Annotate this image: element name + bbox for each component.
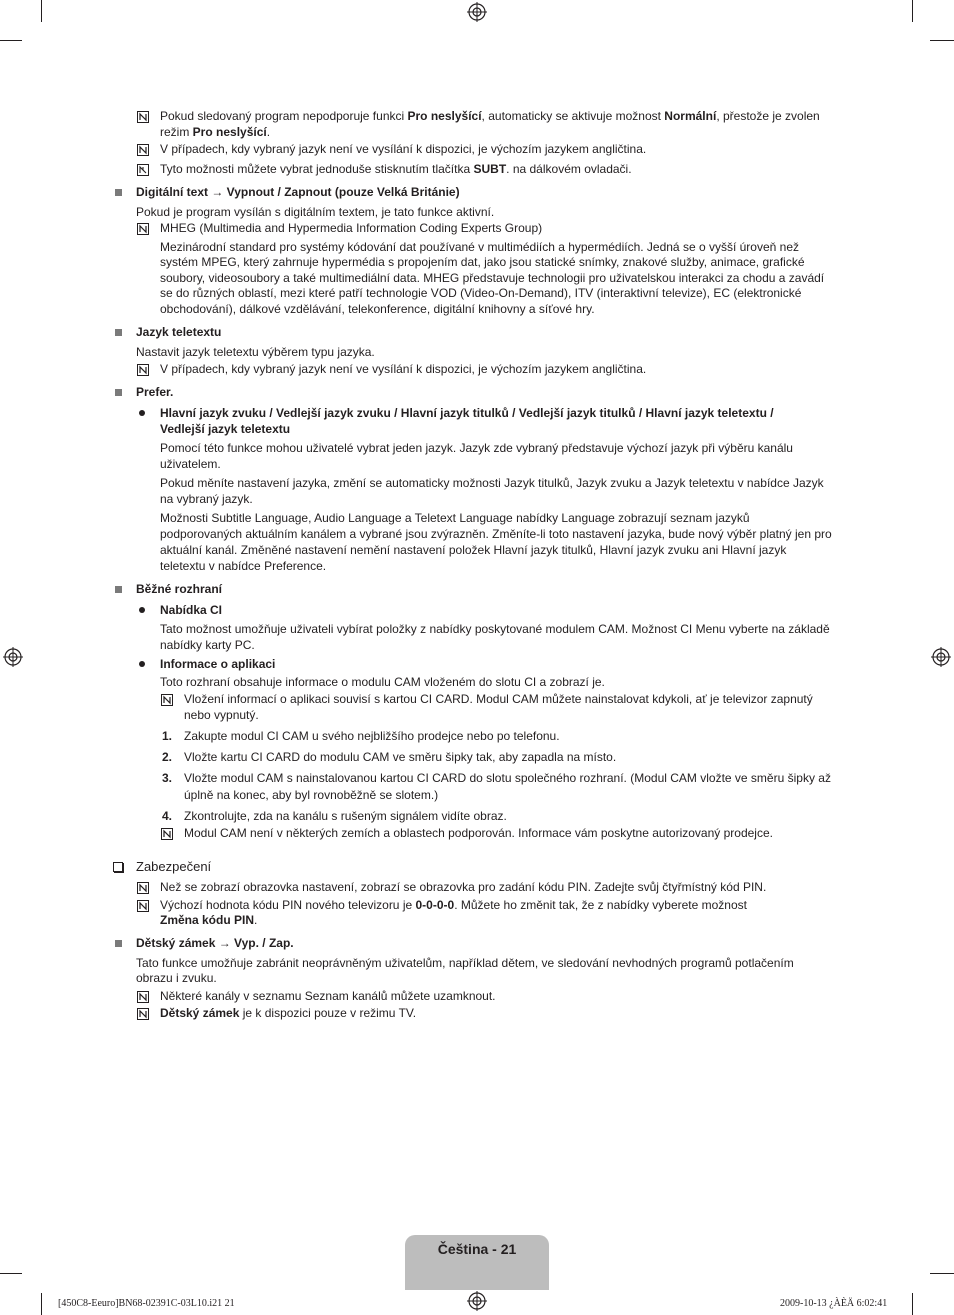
bullet-title: Hlavní jazyk zvuku / Vedlejší jazyk zvuku / Hlavní jazyk titulků / Vedlejší jazyk titulků / Hlavní jazyk teletextu / xyxy=(160,406,774,420)
note-text: V případech, kdy vybraný jazyk není ve vysílání k dispozici, je výchozím jazykem angličtina. xyxy=(160,142,647,156)
section-bullet xyxy=(115,329,122,336)
crop-mark xyxy=(0,1273,22,1274)
registration-mark-icon xyxy=(467,1291,487,1311)
step-text: úplně na konec, aby byl rovnoběžně se slotem.) xyxy=(184,788,439,802)
note-icon xyxy=(137,1008,149,1020)
crop-mark xyxy=(930,40,954,41)
note-icon xyxy=(137,223,149,235)
paragraph: Tato možnost umožňuje uživateli vybírat položky z nabídky poskytované modulem CAM. Možnost CI Menu vyberte na základě xyxy=(160,622,830,636)
registration-mark-icon xyxy=(467,2,487,22)
step-text: Vložte kartu CI CARD do modulu CAM ve směru šipky tak, aby zapadla na místo. xyxy=(184,750,617,764)
section-heading: Zabezpečení xyxy=(136,859,212,874)
section-bullet xyxy=(115,389,122,396)
step-text: Zakupte modul CI CAM u svého nejbližšího prodejce nebo po telefonu. xyxy=(184,729,560,743)
step-number: 2. xyxy=(162,750,173,764)
note-text: obchodování), dálkové vzdělávání, telekonference, digitální knihovny a síťové hry. xyxy=(160,302,595,316)
note-icon xyxy=(137,111,149,123)
registration-mark-icon xyxy=(931,647,951,667)
note-text: Tyto možnosti můžete vybrat jednoduše stisknutím tlačítka SUBT. na dálkovém ovladači. xyxy=(160,162,632,176)
print-slug-left: [450C8-Eeuro]BN68-02391C-03L10.i21 21 xyxy=(58,1298,235,1309)
registration-mark-icon xyxy=(3,647,23,667)
remote-tip-icon xyxy=(137,164,149,176)
note-text: nebo vypnutý. xyxy=(184,708,259,722)
section-title: Jazyk teletextu xyxy=(136,325,222,339)
note-icon xyxy=(137,900,149,912)
paragraph: obrazu i zvuku. xyxy=(136,971,217,985)
section-title: Digitální text → Vypnout / Zapnout (pouze Velká Británie) xyxy=(136,185,460,199)
paragraph: podporovaných aktuálním kanálem a vybrané jsou zvýrazněn. Změníte-li toto nastavení jazyka, bude nový výběr platný jen pro xyxy=(160,527,832,541)
note-icon xyxy=(161,828,173,840)
note-text: Některé kanály v seznamu Seznam kanálů můžete uzamknout. xyxy=(160,989,496,1003)
section-bullet xyxy=(115,586,122,593)
bullet-dot xyxy=(139,661,145,667)
paragraph: Tato funkce umožňuje zabránit neoprávněným uživatelům, například dětem, ve sledování nevhodných programů potlačením xyxy=(136,956,794,970)
paragraph: na vybraný jazyk. xyxy=(160,492,253,506)
section-title: Prefer. xyxy=(136,385,174,399)
print-slug-right: 2009-10-13 ¿ÀÈÄ 6:02:41 xyxy=(780,1298,888,1309)
section-bullet xyxy=(115,189,122,196)
paragraph: teletextu v nabídce Preference. xyxy=(160,559,327,573)
crop-mark xyxy=(41,1293,42,1315)
note-text: Mezinárodní standard pro systémy kódování dat používané v multimédiích a hypermédiích. Jedná se o vyšší úroveň než xyxy=(160,240,799,254)
crop-mark xyxy=(0,40,22,41)
note-text: se do různých oblastí, mezi které patří technologie VOD (Video-On-Demand), ITV (interaktivní televize), EC (elektronické xyxy=(160,286,802,300)
note-text: Než se zobrazí obrazovka nastavení, zobrazí se obrazovka pro zadání kódu PIN. Zadejte svůj čtyřmístný kód PIN. xyxy=(160,880,767,894)
note-icon xyxy=(137,144,149,156)
note-text: MHEG (Multimedia and Hypermedia Information Coding Experts Group) xyxy=(160,221,543,235)
step-text: Vložte modul CAM s nainstalovanou kartou CI CARD do slotu společného rozhraní. (Modul CAM vložte ve směru šipky až xyxy=(184,771,831,785)
bullet-dot xyxy=(139,607,145,613)
note-text: Změna kódu PIN. xyxy=(160,913,258,927)
paragraph: Pokud měníte nastavení jazyka, změní se automaticky možnosti Jazyk titulků, Jazyk zvuku a Jazyk teletextu v nabídce Jazyk xyxy=(160,476,824,490)
note-text: soubory, videosoubory a také multimediální data. MHEG představuje technologii pro uživatelskou interakci za chodu a zavádí xyxy=(160,271,825,285)
bullet-dot xyxy=(139,410,145,416)
crop-mark xyxy=(912,0,913,22)
note-icon xyxy=(137,882,149,894)
crop-mark xyxy=(930,1273,954,1274)
bullet-title: Vedlejší jazyk teletextu xyxy=(160,422,291,436)
section-desc: Pokud je program vysílán s digitálním textem, je tato funkce aktivní. xyxy=(136,205,495,219)
section-title: Běžné rozhraní xyxy=(136,582,223,596)
note-text: režim Pro neslyšící. xyxy=(160,125,271,139)
paragraph: Toto rozhraní obsahuje informace o modulu CAM vloženém do slotu CI a zobrazí je. xyxy=(160,675,605,689)
note-icon xyxy=(137,991,149,1003)
note-text: Výchozí hodnota kódu PIN nového televizoru je 0-0-0-0. Můžete ho změnit tak, že z nabídky vyberete možnost xyxy=(160,898,747,912)
note-text: Modul CAM není v některých zemích a oblastech podporován. Informace vám poskytne autorizovaný prodejce. xyxy=(184,826,773,840)
step-number: 3. xyxy=(162,771,173,785)
crop-mark xyxy=(41,0,42,22)
section-title: Dětský zámek → Vyp. / Zap. xyxy=(136,936,294,950)
section-desc: Nastavit jazyk teletextu výběrem typu jazyka. xyxy=(136,345,375,359)
note-text: systém MPEG, který zahrnuje hypermédia s propojením dat, jako jsou statické snímky, znakové služby, animace, grafické xyxy=(160,255,805,269)
note-icon xyxy=(161,694,173,706)
step-text: Zkontrolujte, zda na kanálu s rušeným signálem vidíte obraz. xyxy=(184,809,507,823)
section-bullet xyxy=(115,940,122,947)
page-number: Čeština - 21 xyxy=(437,1241,517,1257)
note-text: V případech, kdy vybraný jazyk není ve vysílání k dispozici, je výchozím jazykem angličtina. xyxy=(160,362,647,376)
bullet-title: Nabídka CI xyxy=(160,603,223,617)
step-number: 1. xyxy=(162,729,173,743)
paragraph: Možnosti Subtitle Language, Audio Language a Teletext Language nabídky Language zobrazují seznam jazyků xyxy=(160,511,750,525)
crop-mark xyxy=(912,1293,913,1315)
note-text: Pokud sledovaný program nepodporuje funkci Pro neslyšící, automaticky se aktivuje možnost Normální, přestože je zvolen xyxy=(160,109,820,123)
paragraph: nabídky karty PC. xyxy=(160,638,255,652)
bullet-title: Informace o aplikaci xyxy=(160,657,276,671)
step-number: 4. xyxy=(162,809,173,823)
note-text: Dětský zámek je k dispozici pouze v režimu TV. xyxy=(160,1006,417,1020)
note-text: Vložení informací o aplikaci souvisí s kartou CI CARD. Modul CAM můžete nainstalovat kdykoli, ať je televizor zapnutý xyxy=(184,692,813,706)
paragraph: uživatelem. xyxy=(160,457,221,471)
paragraph: Pomocí této funkce mohou uživatelé vybrat jeden jazyk. Jazyk zde vybraný představuje výchozí jazyk při výběru kanálu xyxy=(160,441,793,455)
note-icon xyxy=(137,364,149,376)
section-checkbox-icon xyxy=(113,862,123,872)
paragraph: aktuální kanál. Změněné nastavení nemění nastavení položek Hlavní jazyk titulků, Hlavní jazyk zvuku ani Hlavní jazyk xyxy=(160,543,787,557)
